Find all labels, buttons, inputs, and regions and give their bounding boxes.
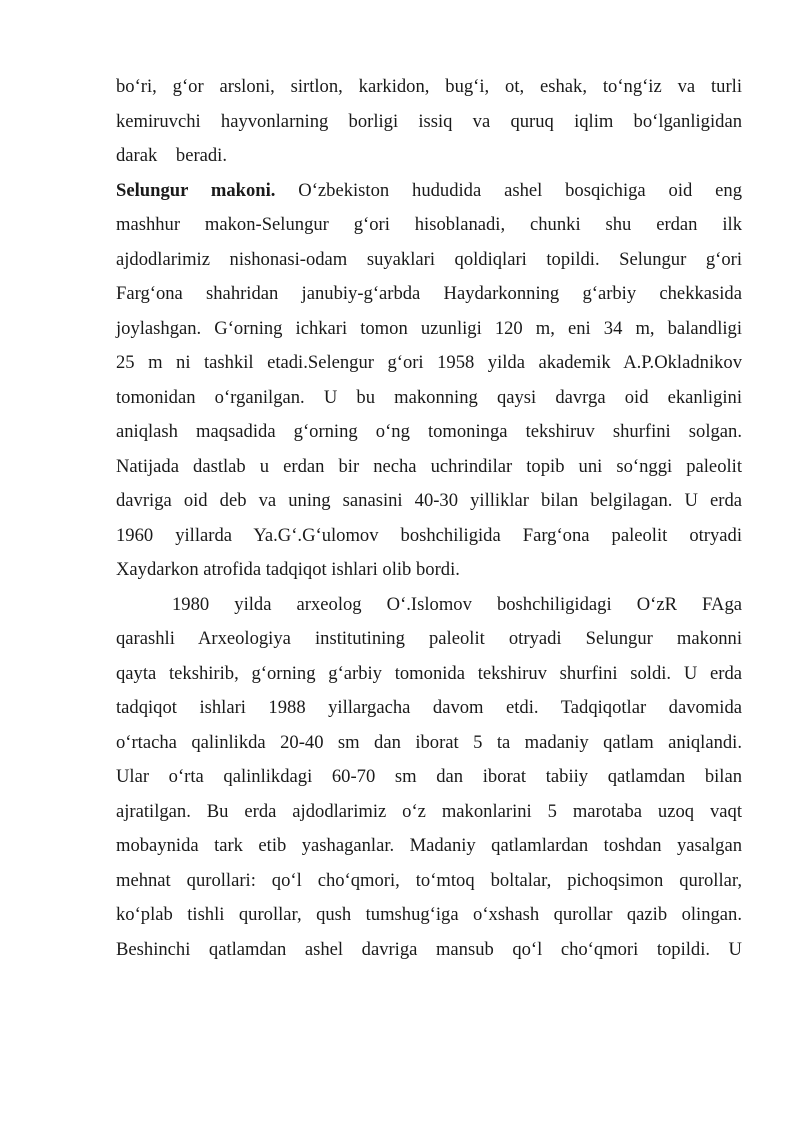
text-line: Farg‘ona shahridan janubiy-g‘arbda Haydarkonning g‘arbiy chekkasida bbox=[116, 283, 742, 304]
text-line: mobaynida tark etib yashaganlar. Madaniy qatlamlardan toshdan yasalgan bbox=[116, 835, 742, 856]
text-line: tomonidan o‘rganilgan. U bu makonning qaysi davrga oid ekanligini bbox=[116, 386, 742, 408]
text-line-fragment: O‘zbekiston hududida ashel bosqichiga oid eng bbox=[298, 179, 742, 201]
paragraph-animals bbox=[116, 70, 742, 174]
text-line: 25 m ni tashkil etadi.Selengur g‘ori 1958 yilda akademik A.P.Okladnikov bbox=[116, 352, 742, 373]
text-line: qarashli Arxeologiya institutining paleolit otryadi Selungur makonni bbox=[116, 628, 742, 649]
document-page bbox=[116, 70, 742, 967]
text-line: joylashgan. G‘orning ichkari tomon uzunligi 120 m, eni 34 m, balandligi bbox=[116, 317, 742, 339]
text-line: 1960 yillarda Ya.G‘.G‘ulomov boshchiligida Farg‘ona paleolit otryadi bbox=[116, 524, 742, 546]
paragraph-selungur bbox=[116, 174, 742, 588]
text-line: Beshinchi qatlamdan ashel davriga mansub qo‘l cho‘qmori topildi. U bbox=[116, 938, 742, 960]
text-line-fragment: beradi. bbox=[175, 145, 227, 166]
text-line: aniqlash maqsadida g‘orning o‘ng tomoninga tekshiruv shurfini solgan. bbox=[116, 421, 742, 442]
text-line: kemiruvchi hayvonlarning borligi issiq va quruq iqlim bo‘lganligidan bbox=[116, 110, 742, 132]
text-line: bo‘ri, g‘or arsloni, sirtlon, karkidon, bug‘i, ot, eshak, to‘ng‘iz va turli bbox=[116, 76, 742, 97]
text-line bbox=[116, 139, 742, 174]
text-line: o‘rtacha qalinlikda 20-40 sm dan iborat 5 ta madaniy qatlam aniqlandi. bbox=[116, 731, 742, 753]
text-line: Ular o‘rta qalinlikdagi 60-70 sm dan iborat tabiiy qatlamdan bilan bbox=[116, 766, 742, 787]
section-heading: Selungur makoni. bbox=[116, 179, 276, 201]
text-line: ajdodlarimiz nishonasi-odam suyaklari qoldiqlari topildi. Selungur g‘ori bbox=[116, 248, 742, 270]
text-line: Xaydarkon atrofida tadqiqot ishlari olib bordi. bbox=[116, 559, 460, 580]
text-line: ko‘plab tishli qurollar, qush tumshug‘iga o‘xshash qurollar qazib olingan. bbox=[116, 904, 742, 925]
text-line bbox=[116, 174, 742, 209]
text-line: Natijada dastlab u erdan bir necha uchrindilar topib uni so‘nggi paleolit bbox=[116, 455, 742, 477]
text-line: mehnat qurollari: qo‘l cho‘qmori, to‘mtoq boltalar, pichoqsimon qurollar, bbox=[116, 869, 742, 891]
paragraph-excavation bbox=[116, 588, 742, 968]
text-line: 1980 yilda arxeolog O‘.Islomov boshchiligidagi O‘zR FAga bbox=[172, 593, 742, 615]
text-line: tadqiqot ishlari 1988 yillargacha davom etdi. Tadqiqotlar davomida bbox=[116, 697, 742, 718]
text-line-fragment: darak bbox=[116, 145, 158, 166]
text-line: qayta tekshirib, g‘orning g‘arbiy tomonida tekshiruv shurfini soldi. U erda bbox=[116, 662, 742, 684]
text-line: davriga oid deb va uning sanasini 40-30 yilliklar bilan belgilagan. U erda bbox=[116, 490, 742, 511]
text-line: ajratilgan. Bu erda ajdodlarimiz o‘z makonlarini 5 marotaba uzoq vaqt bbox=[116, 800, 742, 822]
text-line: mashhur makon-Selungur g‘ori hisoblanadi, chunki shu erdan ilk bbox=[116, 214, 742, 235]
